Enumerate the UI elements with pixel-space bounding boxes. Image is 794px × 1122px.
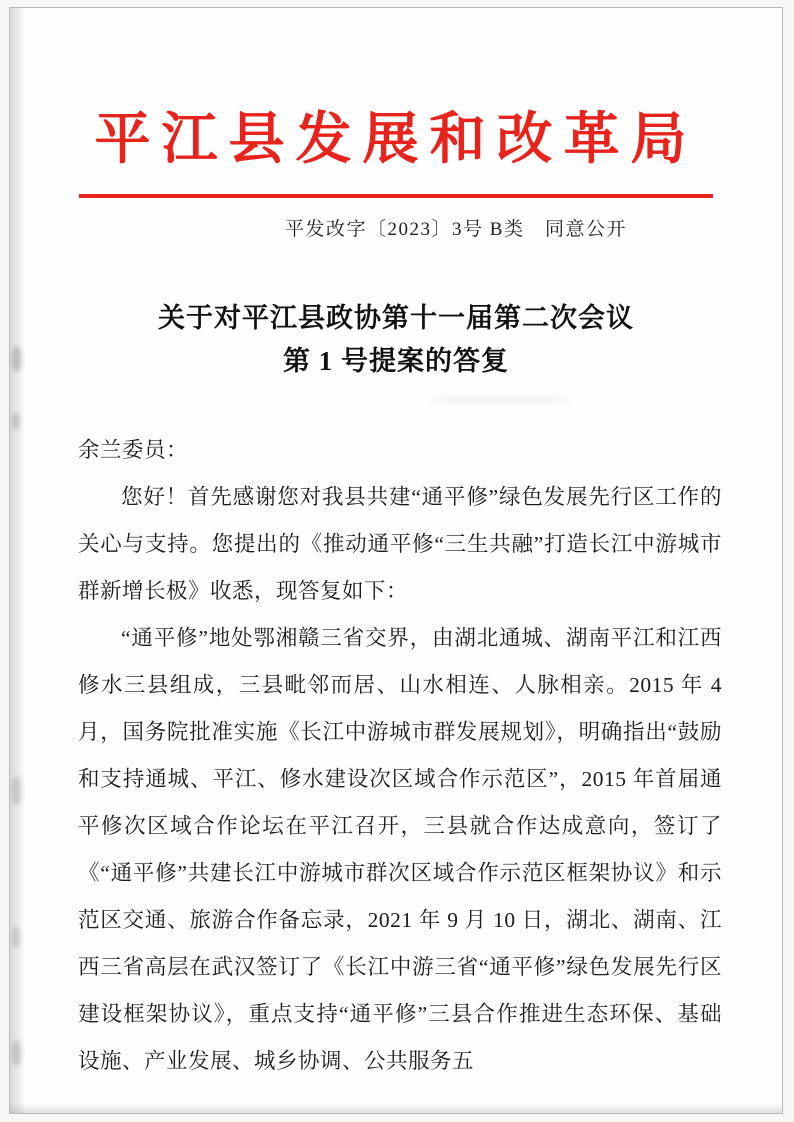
document-page — [9, 7, 783, 1114]
salutation: 余兰委员： — [78, 437, 189, 462]
document-title-line1: 关于对平江县政协第十一届第二次会议 — [158, 302, 634, 333]
scan-artifact — [12, 776, 21, 806]
scan-artifact — [430, 396, 570, 403]
document-title-line2: 第 1 号提案的答复 — [283, 345, 509, 376]
scan-left-shadow — [10, 8, 26, 1113]
letterhead-divider — [79, 194, 713, 198]
scan-bottom-shadow — [10, 1103, 782, 1113]
scan-artifact — [12, 926, 20, 948]
agency-letterhead-title: 平江县发展和改革局 — [94, 109, 698, 171]
document-title — [10, 297, 782, 383]
paragraph: 您好！首先感谢您对我县共建“通平修”绿色发展先行区工作的关心与支持。您提出的《推动通平修“三生共融”打造长江中游城市群新增长极》收悉，现答复如下： — [78, 484, 722, 603]
scan-artifact — [12, 412, 20, 430]
letter-body — [78, 427, 722, 1085]
paragraph: “通平修”地处鄂湘赣三省交界，由湖北通城、湖南平江和江西修水三县组成，三县毗邻而居、山水相连、人脉相亲。2015 年 4 月，国务院批准实施《长江中游城市群发展规划》，明确指出“鼓励和支持通城、平江、修水建设次区域合作示范区”，2015 年首届通平修次区域合作论坛在平江召开，三县就合作达成意向，签订了《“通平修”共建长江中游城市群次区域合作示范区框架协议》和示范区交通、旅游合作备忘录，2021 年 9 月 10 日，湖北、湖南、江西三省高层在武汉签订了《长江中游三省“通平修”绿色发展先行区建设框架协议》，重点支持“通平修”三县合作推进生态环保、基础设施、产业发展、城乡协调、公共服务五 — [78, 625, 722, 1073]
scan-artifact — [12, 1040, 21, 1066]
document-reference-number: 平发改字〔2023〕3号 B类 同意公开 — [285, 218, 627, 240]
